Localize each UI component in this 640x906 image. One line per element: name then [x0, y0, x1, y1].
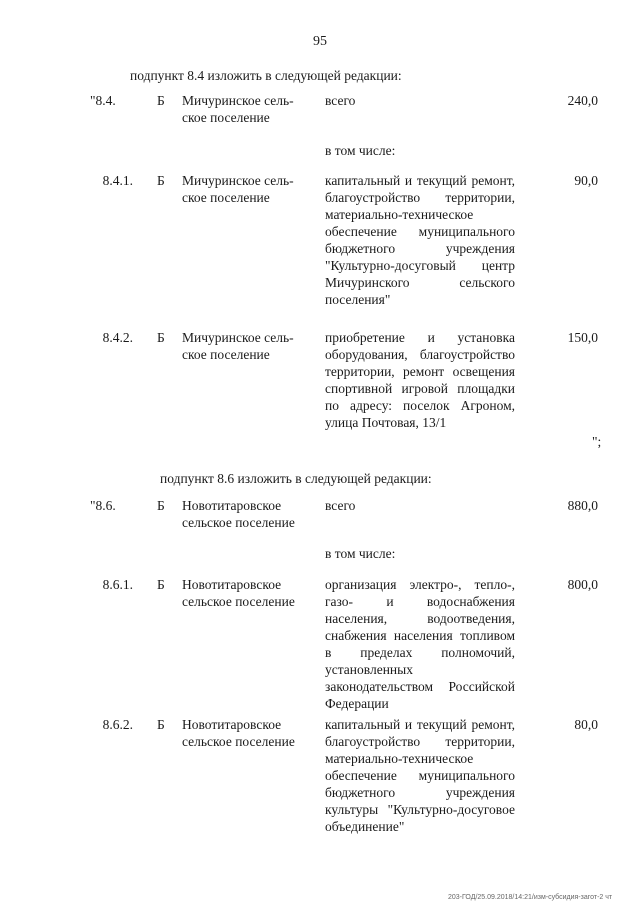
section-intro-8-4: подпункт 8.4 изложить в следующей редакции:: [130, 68, 402, 83]
item-subheading: в том числе:: [325, 546, 396, 561]
section-intro-8-6: подпункт 8.6 изложить в следующей редакции:: [160, 471, 432, 486]
item-number: "8.4.: [90, 93, 116, 108]
item-category: Б: [157, 717, 165, 732]
item-category: Б: [157, 498, 165, 513]
item-category: Б: [157, 577, 165, 592]
item-number: 8.4.1.: [102, 173, 133, 188]
item-amount: 240,0: [567, 93, 598, 108]
item-amount: 880,0: [567, 498, 598, 513]
item-description: капитальный и текущий ремонт, благоустройство территории, материально-техническое обеспечение муниципального бюджетного учреждения "Культурно-досуговый центр Мичуринского сельского поселения": [325, 173, 515, 307]
footer-stamp: 203-ГОД/25.09.2018/14:21/изм-субсидия-загот-2 чт: [448, 894, 613, 901]
item-amount: 80,0: [574, 717, 598, 732]
item-municipality: Новотитаровское сельское поселение: [182, 498, 295, 530]
item-subheading: в том числе:: [325, 143, 396, 158]
item-category: Б: [157, 93, 165, 108]
item-municipality: Новотитаровское сельское поселение: [182, 717, 295, 749]
item-description: всего: [325, 93, 356, 108]
item-number: 8.4.2.: [102, 330, 133, 345]
item-description: всего: [325, 498, 356, 513]
item-municipality: Мичуринское сель- ское поселение: [182, 173, 294, 205]
item-amount: 800,0: [567, 577, 598, 592]
item-category: Б: [157, 330, 165, 345]
item-amount: 90,0: [574, 173, 598, 188]
item-category: Б: [157, 173, 165, 188]
page-number: 95: [313, 34, 327, 49]
item-number: "8.6.: [90, 498, 116, 513]
item-description: капитальный и текущий ремонт, благоустройство территории, материально-техническое обеспечение муниципального бюджетного учреждения культуры "Культурно-досуговое объединение": [325, 717, 515, 834]
item-description: приобретение и установка оборудования, благоустройство территории, ремонт освещения спортивной игровой площадки по адресу: поселок Агроном, улица Почтовая, 13/1: [325, 330, 515, 430]
item-description: организация электро-, тепло-, газо- и водоснабжения населения, водоотведения, снабжения населения топливом в пределах полномочий, установленных законодательством Российской Федерации: [325, 577, 515, 711]
item-number: 8.6.1.: [102, 577, 133, 592]
item-amount: 150,0: [567, 330, 598, 345]
item-number: 8.6.2.: [102, 717, 133, 732]
closing-quote: ";: [592, 434, 602, 449]
item-municipality: Новотитаровское сельское поселение: [182, 577, 295, 609]
item-municipality: Мичуринское сель- ское поселение: [182, 330, 294, 362]
item-municipality: Мичуринское сель- ское поселение: [182, 93, 294, 125]
